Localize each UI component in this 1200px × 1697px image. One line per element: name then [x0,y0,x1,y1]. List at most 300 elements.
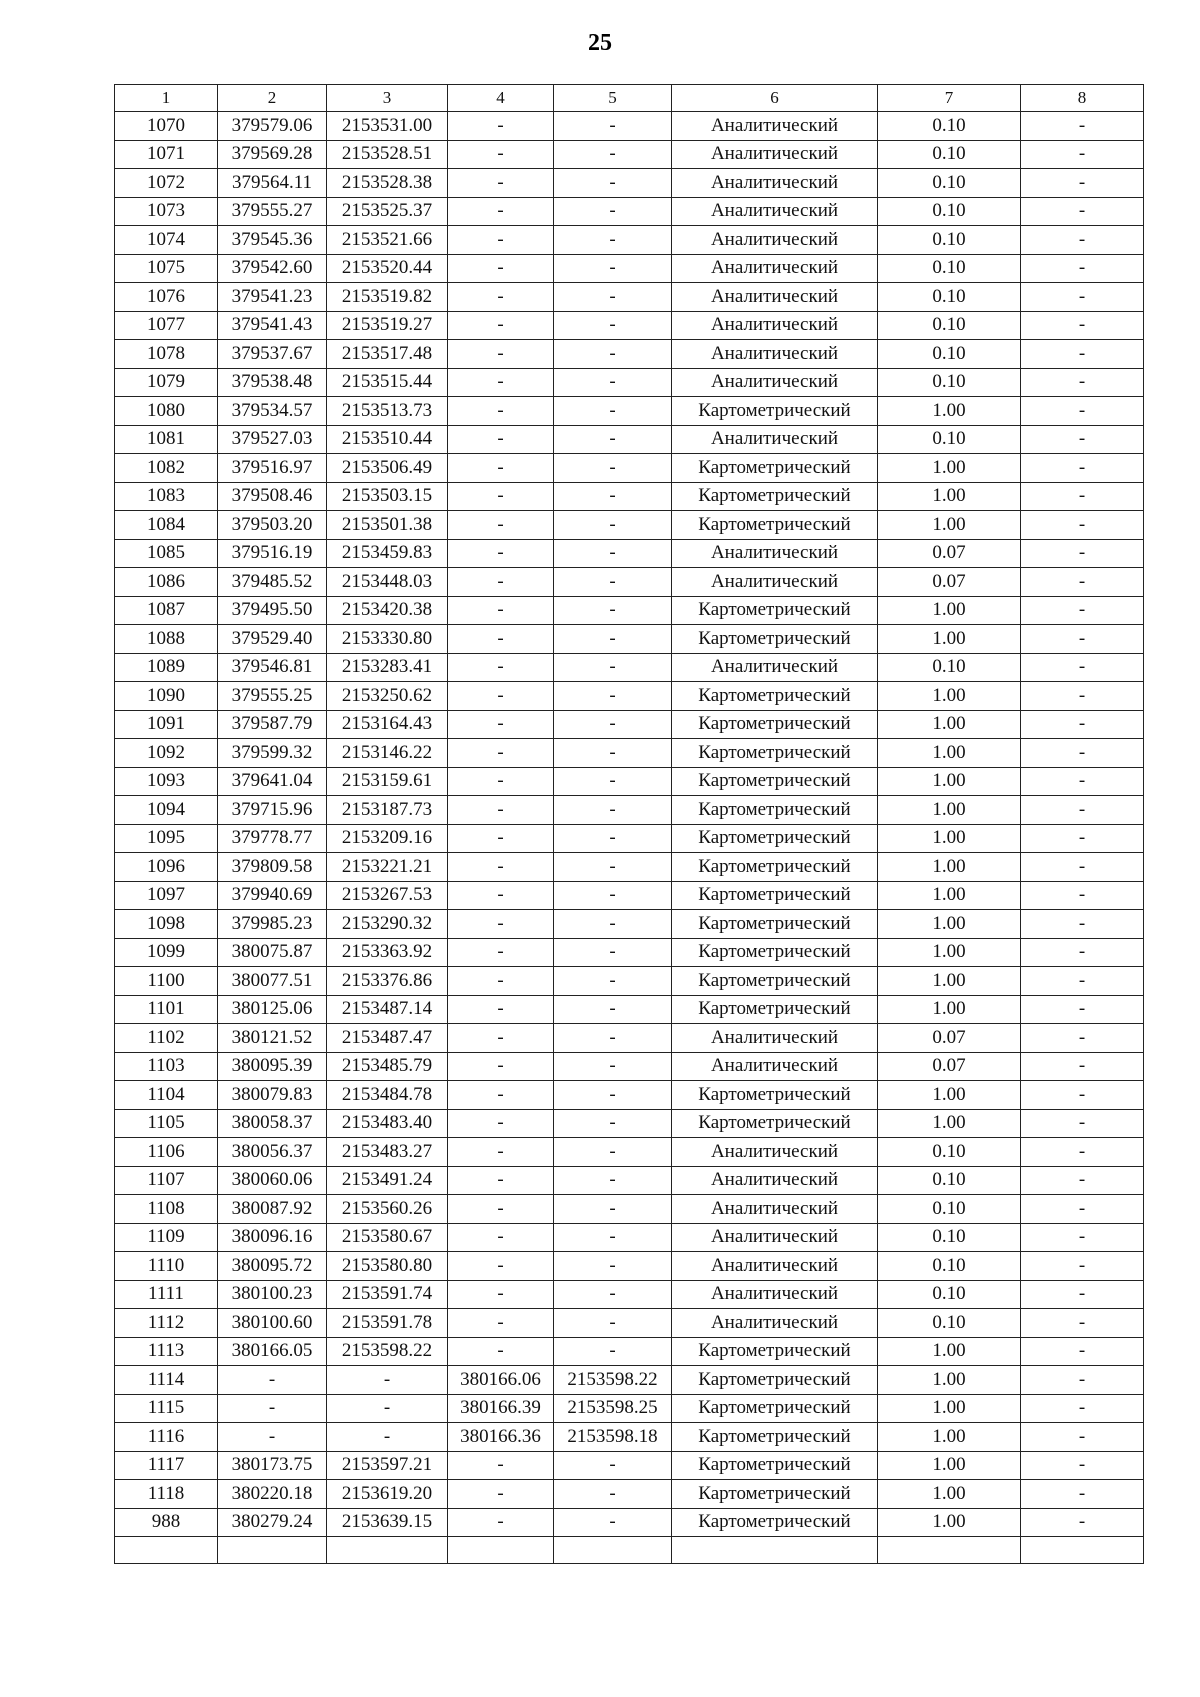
table-cell: Картометрический [672,454,878,483]
table-cell: 1108 [115,1195,218,1224]
table-cell: - [448,454,554,483]
table-cell: 2153598.22 [327,1337,448,1366]
table-row [115,368,1144,397]
table-cell: - [1021,710,1144,739]
table-cell: - [1021,824,1144,853]
table-cell: - [327,1423,448,1452]
table-cell: - [448,796,554,825]
table-cell: 379545.36 [218,226,327,255]
table-row [115,397,1144,426]
table-cell: 1080 [115,397,218,426]
table-cell: - [554,1223,672,1252]
table-cell: 380166.36 [448,1423,554,1452]
table-cell: - [448,511,554,540]
table-cell: 380096.16 [218,1223,327,1252]
table-row [115,1337,1144,1366]
table-cell: 1077 [115,311,218,340]
table-cell: Картометрический [672,1366,878,1395]
table-cell: - [1021,653,1144,682]
table-cell: 380079.83 [218,1081,327,1110]
table-row [115,568,1144,597]
table-cell: 1.00 [878,1480,1021,1509]
table-cell: 2153503.15 [327,482,448,511]
table-cell: Аналитический [672,653,878,682]
table-cell [448,1537,554,1564]
table-cell: Аналитический [672,539,878,568]
table-cell: 380121.52 [218,1024,327,1053]
table-cell: 380125.06 [218,995,327,1024]
table-cell: - [1021,1394,1144,1423]
table-cell: - [1021,197,1144,226]
column-header: 2 [218,85,327,112]
table-cell: 1105 [115,1109,218,1138]
table-cell: 2153515.44 [327,368,448,397]
table-row [115,596,1144,625]
table-row [115,853,1144,882]
table-cell: Картометрический [672,682,878,711]
table-cell: 2153520.44 [327,254,448,283]
table-row [115,1280,1144,1309]
table-cell: 1.00 [878,625,1021,654]
table-cell: Аналитический [672,1166,878,1195]
table-cell: - [554,197,672,226]
table-cell: Аналитический [672,425,878,454]
table-cell: - [218,1423,327,1452]
table-cell: Аналитический [672,1024,878,1053]
table-cell: 380100.60 [218,1309,327,1338]
table-cell: 1073 [115,197,218,226]
table-cell: - [554,796,672,825]
table-cell: 1.00 [878,995,1021,1024]
table-cell: - [554,1052,672,1081]
table-cell: 380100.23 [218,1280,327,1309]
table-cell: - [554,1280,672,1309]
table-cell: Аналитический [672,1309,878,1338]
table-cell: Картометрический [672,1109,878,1138]
table-cell: - [1021,397,1144,426]
table-cell: 2153159.61 [327,767,448,796]
table-cell: 1088 [115,625,218,654]
column-header: 6 [672,85,878,112]
table-cell: - [1021,226,1144,255]
column-header: 5 [554,85,672,112]
table-cell: Картометрический [672,710,878,739]
table-cell: - [448,682,554,711]
table-row [115,283,1144,312]
table-cell: - [554,340,672,369]
table-cell: 1103 [115,1052,218,1081]
table-cell: 1076 [115,283,218,312]
table-cell: 1075 [115,254,218,283]
table-row [115,796,1144,825]
table-cell: 2153525.37 [327,197,448,226]
table-row [115,1508,1144,1537]
table-cell: 2153598.18 [554,1423,672,1452]
table-row [115,1223,1144,1252]
table-cell: Картометрический [672,397,878,426]
table-cell: - [554,938,672,967]
table-cell: - [1021,1138,1144,1167]
table-cell: - [448,625,554,654]
table-cell: 1096 [115,853,218,882]
table-cell: - [554,1451,672,1480]
table-cell: 1.00 [878,853,1021,882]
table-cell: 1.00 [878,511,1021,540]
table-cell: - [448,1280,554,1309]
table-row [115,1366,1144,1395]
table-row [115,967,1144,996]
table-cell: 1113 [115,1337,218,1366]
table-cell: - [1021,796,1144,825]
table-row [115,1195,1144,1224]
table-cell: - [1021,1480,1144,1509]
table-cell: - [448,739,554,768]
table-cell: - [448,482,554,511]
table-cell: 1.00 [878,1451,1021,1480]
table-row [115,1394,1144,1423]
table-cell: 0.10 [878,425,1021,454]
table-cell: - [1021,1081,1144,1110]
column-header: 3 [327,85,448,112]
table-cell: - [1021,340,1144,369]
table-cell: Аналитический [672,169,878,198]
table-cell: - [1021,1508,1144,1537]
table-cell: Картометрический [672,1081,878,1110]
table-cell: 380220.18 [218,1480,327,1509]
table-cell: - [554,1508,672,1537]
table-cell: 2153209.16 [327,824,448,853]
table-cell: 1.00 [878,881,1021,910]
table-row [115,739,1144,768]
table-cell: 2153146.22 [327,739,448,768]
table-cell: Картометрический [672,853,878,882]
table-cell: - [554,397,672,426]
table-cell: 1118 [115,1480,218,1509]
table-cell: 1071 [115,140,218,169]
table-cell: 1099 [115,938,218,967]
table-cell: 2153501.38 [327,511,448,540]
table-cell: 1070 [115,112,218,141]
table-cell: 0.10 [878,197,1021,226]
table-cell: 379940.69 [218,881,327,910]
table-cell: 379542.60 [218,254,327,283]
table-cell: 379541.23 [218,283,327,312]
table-cell: Аналитический [672,140,878,169]
table-row [115,682,1144,711]
table-row [115,1309,1144,1338]
table-cell: Аналитический [672,311,878,340]
table-cell: 2153187.73 [327,796,448,825]
table-cell: 2153459.83 [327,539,448,568]
table-cell: - [1021,283,1144,312]
table-cell: 379516.19 [218,539,327,568]
table-cell: 2153491.24 [327,1166,448,1195]
table-cell: 379569.28 [218,140,327,169]
table-row [115,425,1144,454]
table-cell: - [448,340,554,369]
table-cell: - [1021,140,1144,169]
table-cell: Картометрический [672,910,878,939]
table-cell: 1.00 [878,1366,1021,1395]
table-cell: 379778.77 [218,824,327,853]
table-cell: 1115 [115,1394,218,1423]
table-cell: 2153483.40 [327,1109,448,1138]
table-cell: 2153283.41 [327,653,448,682]
table-cell: 1092 [115,739,218,768]
table-cell: 2153528.51 [327,140,448,169]
table-cell: 0.10 [878,1223,1021,1252]
table-cell: - [448,397,554,426]
table-row [115,1166,1144,1195]
table-cell: 1.00 [878,796,1021,825]
table-cell: Картометрический [672,881,878,910]
table-cell [218,1537,327,1564]
table-cell: 379534.57 [218,397,327,426]
table-cell: 379641.04 [218,767,327,796]
table-cell: - [448,1252,554,1281]
table-cell: - [554,568,672,597]
table-cell: - [1021,967,1144,996]
table-cell: - [1021,1052,1144,1081]
table-cell: 1083 [115,482,218,511]
table-cell: 380075.87 [218,938,327,967]
table-cell: 380166.39 [448,1394,554,1423]
table-cell: - [1021,739,1144,768]
table-cell: Картометрический [672,511,878,540]
table-cell: - [1021,1280,1144,1309]
table-cell: - [448,368,554,397]
table-cell: 1074 [115,226,218,255]
table-cell: - [554,1337,672,1366]
table-row [115,1138,1144,1167]
table-cell: - [327,1366,448,1395]
table-cell: 1117 [115,1451,218,1480]
table-cell: 2153598.22 [554,1366,672,1395]
table-cell: Картометрический [672,938,878,967]
table-row [115,653,1144,682]
table-cell: 379579.06 [218,112,327,141]
table-cell: 1095 [115,824,218,853]
table-cell: 2153517.48 [327,340,448,369]
table-cell: 1.00 [878,1109,1021,1138]
table-row [115,1081,1144,1110]
table-cell: 0.10 [878,1195,1021,1224]
table-cell: - [554,482,672,511]
table-cell: 379555.25 [218,682,327,711]
table-cell: 380056.37 [218,1138,327,1167]
table-cell: 1094 [115,796,218,825]
table-cell: - [1021,995,1144,1024]
table-cell: 0.07 [878,1052,1021,1081]
table-cell: - [448,710,554,739]
table-cell: - [327,1394,448,1423]
table-cell: - [448,1024,554,1053]
table-cell: - [1021,169,1144,198]
table-cell: - [554,368,672,397]
table-cell: - [554,1252,672,1281]
table-cell: 379537.67 [218,340,327,369]
table-cell: 0.10 [878,254,1021,283]
table-cell: 2153521.66 [327,226,448,255]
table-cell: - [218,1366,327,1395]
table-row [115,625,1144,654]
table-cell: 1.00 [878,397,1021,426]
table-cell: 1111 [115,1280,218,1309]
table-cell: - [1021,1024,1144,1053]
table-cell: 380166.06 [448,1366,554,1395]
table-cell: 1089 [115,653,218,682]
table-cell: - [554,767,672,796]
table-cell [115,1537,218,1564]
column-header: 8 [1021,85,1144,112]
table-cell: 2153591.74 [327,1280,448,1309]
table-cell: 1086 [115,568,218,597]
table-cell: - [554,853,672,882]
table-cell: - [448,1451,554,1480]
table-cell: - [554,283,672,312]
table-cell: 0.10 [878,1166,1021,1195]
table-cell: - [1021,1195,1144,1224]
table-cell: 1.00 [878,1081,1021,1110]
table-cell: 1091 [115,710,218,739]
table-cell: - [1021,368,1144,397]
table-row [115,1537,1144,1564]
table-cell: - [448,568,554,597]
table-cell: 1.00 [878,767,1021,796]
table-cell: 2153531.00 [327,112,448,141]
table-cell: 1.00 [878,454,1021,483]
table-cell: 2153598.25 [554,1394,672,1423]
table-cell: - [554,824,672,853]
table-row [115,482,1144,511]
table-cell: 1.00 [878,1337,1021,1366]
table-cell: 2153221.21 [327,853,448,882]
table-cell: - [554,454,672,483]
table-cell: 1072 [115,169,218,198]
table-row [115,767,1144,796]
table-row [115,1052,1144,1081]
table-cell: 1.00 [878,596,1021,625]
table-cell: 379516.97 [218,454,327,483]
table-cell: 379495.50 [218,596,327,625]
table-cell: - [1021,1366,1144,1395]
table-cell: 1109 [115,1223,218,1252]
table-cell: 2153619.20 [327,1480,448,1509]
table-cell: - [1021,568,1144,597]
table-cell: 0.10 [878,112,1021,141]
table-cell: 1114 [115,1366,218,1395]
table-cell: 2153290.32 [327,910,448,939]
table-cell: - [554,254,672,283]
table-cell: - [448,1508,554,1537]
table-cell: 0.10 [878,140,1021,169]
table-cell: - [554,739,672,768]
table-cell: Аналитический [672,368,878,397]
table-cell: 379809.58 [218,853,327,882]
table-cell: 2153484.78 [327,1081,448,1110]
table-cell: 0.07 [878,1024,1021,1053]
table-cell: 379503.20 [218,511,327,540]
table-cell [1021,1537,1144,1564]
table-cell: Картометрический [672,824,878,853]
table-row [115,1423,1144,1452]
table-cell: Аналитический [672,1138,878,1167]
table-cell: - [554,596,672,625]
table-cell: 1098 [115,910,218,939]
table-cell: Картометрический [672,1394,878,1423]
table-cell: - [448,311,554,340]
table-cell: Аналитический [672,568,878,597]
table-row [115,112,1144,141]
table-cell: 379541.43 [218,311,327,340]
table-row [115,340,1144,369]
table-cell: 380058.37 [218,1109,327,1138]
table-cell: 379508.46 [218,482,327,511]
table-cell: 1101 [115,995,218,1024]
table-cell: 2153267.53 [327,881,448,910]
table-cell: - [1021,1252,1144,1281]
table-cell: 0.10 [878,311,1021,340]
table-cell: - [1021,853,1144,882]
table-cell: 2153448.03 [327,568,448,597]
table-cell: - [448,596,554,625]
table-cell: 0.10 [878,283,1021,312]
table-cell: 0.10 [878,653,1021,682]
table-cell: Аналитический [672,112,878,141]
table-cell: - [448,938,554,967]
table-row [115,1109,1144,1138]
table-cell: 0.10 [878,169,1021,198]
table-cell: - [1021,625,1144,654]
table-cell: 2153487.47 [327,1024,448,1053]
table-cell: - [448,283,554,312]
table-cell: Картометрический [672,1337,878,1366]
column-header: 7 [878,85,1021,112]
table-cell: - [448,169,554,198]
table-row [115,169,1144,198]
table-cell: 1.00 [878,710,1021,739]
table-cell: Аналитический [672,197,878,226]
page-number: 25 [588,30,612,56]
table-cell: - [554,1309,672,1338]
table-cell: 2153485.79 [327,1052,448,1081]
table-cell: - [448,767,554,796]
table-cell: 2153580.67 [327,1223,448,1252]
table-cell: - [554,226,672,255]
table-cell: 2153513.73 [327,397,448,426]
table-cell: 0.10 [878,368,1021,397]
table-cell: 1112 [115,1309,218,1338]
table-cell: 1079 [115,368,218,397]
coordinates-table [114,84,1144,1564]
table-cell: - [1021,1451,1144,1480]
table-cell: - [554,425,672,454]
table-cell: 1100 [115,967,218,996]
table-cell: 380060.06 [218,1166,327,1195]
table-cell: - [554,881,672,910]
table-cell: 1.00 [878,739,1021,768]
table-cell: 0.10 [878,340,1021,369]
table-cell: 1.00 [878,824,1021,853]
table-cell: 2153376.86 [327,967,448,996]
table-header [115,85,1144,112]
table-cell: - [448,539,554,568]
table-cell: 2153487.14 [327,995,448,1024]
table-cell: Картометрический [672,967,878,996]
table-cell: - [1021,682,1144,711]
table-cell: - [1021,1423,1144,1452]
table-row [115,1024,1144,1053]
